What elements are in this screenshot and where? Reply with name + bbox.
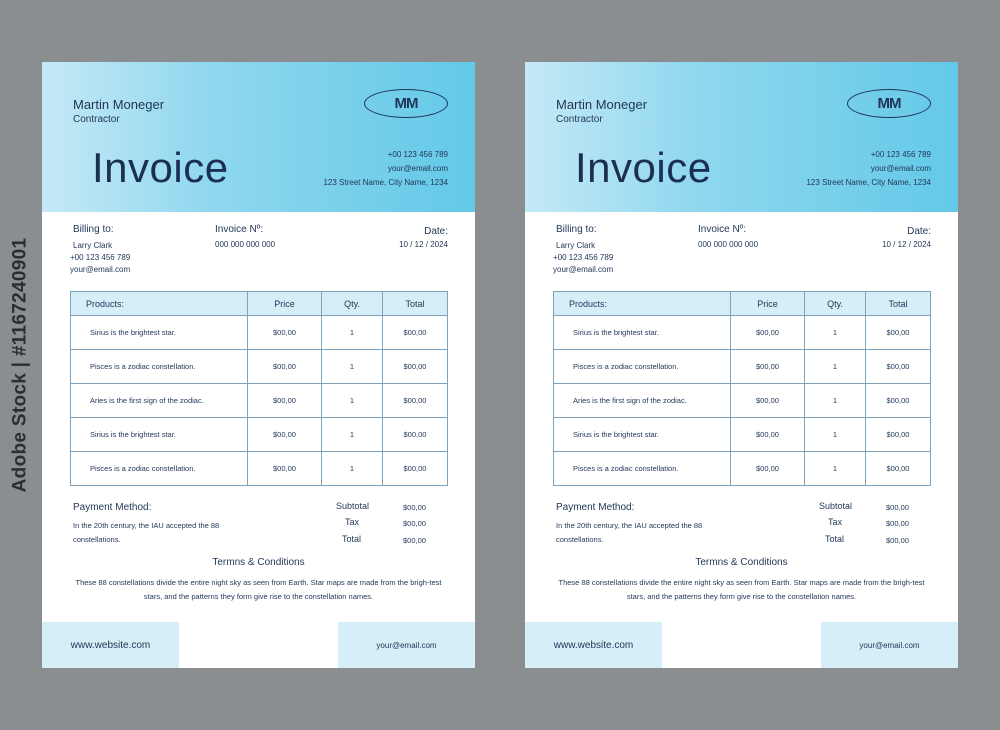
billing-phone: +00 123 456 789 — [553, 253, 614, 262]
invoice-page — [42, 62, 475, 668]
price-cell: $00,00 — [248, 452, 322, 486]
total-cell: $00,00 — [383, 316, 448, 350]
tax-label: Tax — [344, 517, 359, 527]
payment-method-label: Payment Method: — [556, 502, 635, 513]
price-cell: $00,00 — [731, 316, 805, 350]
footer-email — [821, 622, 958, 668]
terms-text: These 88 constellations divide the entire night sky as seen from Earth. Star maps are made from the brigh-test stars, and the patterns they form give rise to the constellation names. — [558, 578, 925, 601]
header-email: your@email.com — [870, 164, 931, 173]
invoice-header — [525, 62, 958, 212]
website-text: www.website.com — [70, 639, 151, 651]
date-label: Date: — [424, 226, 448, 237]
billing-email: your@email.com — [70, 265, 131, 274]
invoice-title: Invoice — [575, 144, 712, 191]
terms-text: These 88 constellations divide the entire night sky as seen from Earth. Star maps are made from the brigh-test stars, and the patterns they form give rise to the constellation names. — [75, 578, 442, 601]
column-header-qty: Qty. — [805, 292, 866, 316]
payment-method-label: Payment Method: — [73, 502, 152, 513]
table-header-row — [554, 292, 931, 316]
table-row — [71, 384, 448, 418]
total-value: $00,00 — [403, 536, 426, 545]
footer-email-text: your@email.com — [376, 640, 437, 650]
subtotal-label: Subtotal — [335, 501, 369, 511]
invoice-number-label: Invoice Nº: — [215, 224, 264, 235]
qty-cell: 1 — [322, 384, 383, 418]
date-label: Date: — [907, 226, 931, 237]
footer-website — [42, 622, 179, 668]
footer-email — [338, 622, 475, 668]
contractor-role: Contractor — [73, 114, 120, 125]
qty-cell: 1 — [322, 350, 383, 384]
qty-cell: 1 — [805, 350, 866, 384]
footer-website — [525, 622, 662, 668]
product-cell: Sirius is the brightest star. — [554, 418, 731, 452]
monogram-logo — [847, 89, 931, 118]
product-cell: Aries is the first sign of the zodiac. — [554, 384, 731, 418]
subtotal-label: Subtotal — [818, 501, 852, 511]
terms-title: Termns & Conditions — [212, 557, 305, 568]
qty-cell: 1 — [322, 316, 383, 350]
payment-note: In the 20th century, the IAU accepted the 88 constellations. — [556, 521, 703, 544]
table-row — [71, 452, 448, 486]
invoice-number: 000 000 000 000 — [698, 240, 759, 249]
qty-cell: 1 — [322, 418, 383, 452]
product-cell: Aries is the first sign of the zodiac. — [71, 384, 248, 418]
invoice-header — [42, 62, 475, 212]
column-header-price: Price — [248, 292, 322, 316]
invoice-number: 000 000 000 000 — [215, 240, 276, 249]
price-cell: $00,00 — [248, 316, 322, 350]
stock-watermark — [2, 0, 38, 730]
header-phone: +00 123 456 789 — [387, 150, 448, 159]
contractor-name: Martin Moneger — [73, 97, 165, 112]
product-cell: Sirius is the brightest star. — [71, 418, 248, 452]
payment-note: In the 20th century, the IAU accepted the 88 constellations. — [73, 521, 220, 544]
column-header-total: Total — [866, 292, 931, 316]
invoice-date: 10 / 12 / 2024 — [399, 240, 448, 249]
column-header-products: Products: — [71, 292, 248, 316]
column-header-qty: Qty. — [322, 292, 383, 316]
billing-name: Larry Clark — [73, 241, 113, 250]
tax-value: $00,00 — [403, 519, 426, 528]
price-cell: $00,00 — [731, 418, 805, 452]
column-header-total: Total — [383, 292, 448, 316]
invoice-date: 10 / 12 / 2024 — [882, 240, 931, 249]
column-header-price: Price — [731, 292, 805, 316]
header-email: your@email.com — [387, 164, 448, 173]
subtotal-value: $00,00 — [886, 503, 909, 512]
table-row — [71, 350, 448, 384]
stock-id-text: Adobe Stock | #1167240901 — [9, 237, 30, 493]
table-row — [71, 418, 448, 452]
table-header-row — [71, 292, 448, 316]
total-cell: $00,00 — [866, 452, 931, 486]
price-cell: $00,00 — [731, 384, 805, 418]
contractor-name: Martin Moneger — [556, 97, 648, 112]
table-row — [554, 452, 931, 486]
price-cell: $00,00 — [248, 418, 322, 452]
product-cell: Pisces is a zodiac constellation. — [71, 452, 248, 486]
total-cell: $00,00 — [866, 350, 931, 384]
qty-cell: 1 — [805, 316, 866, 350]
products-table — [70, 291, 448, 486]
product-cell: Pisces is a zodiac constellation. — [554, 350, 731, 384]
tax-value: $00,00 — [886, 519, 909, 528]
table-row — [554, 316, 931, 350]
column-header-products: Products: — [554, 292, 731, 316]
total-value: $00,00 — [886, 536, 909, 545]
price-cell: $00,00 — [248, 350, 322, 384]
total-cell: $00,00 — [383, 452, 448, 486]
total-cell: $00,00 — [866, 384, 931, 418]
table-row — [554, 418, 931, 452]
billing-phone: +00 123 456 789 — [70, 253, 131, 262]
header-phone: +00 123 456 789 — [870, 150, 931, 159]
contractor-role: Contractor — [556, 114, 603, 125]
total-cell: $00,00 — [383, 418, 448, 452]
qty-cell: 1 — [322, 452, 383, 486]
billing-email: your@email.com — [553, 265, 614, 274]
header-address: 123 Street Name, City Name, 1234 — [323, 178, 448, 187]
price-cell: $00,00 — [731, 452, 805, 486]
billing-name: Larry Clark — [556, 241, 596, 250]
total-label: Total — [341, 534, 361, 544]
total-cell: $00,00 — [866, 316, 931, 350]
subtotal-value: $00,00 — [403, 503, 426, 512]
product-cell: Pisces is a zodiac constellation. — [554, 452, 731, 486]
table-row — [554, 350, 931, 384]
logo-text: MM — [394, 95, 418, 112]
qty-cell: 1 — [805, 452, 866, 486]
terms-title: Termns & Conditions — [695, 557, 788, 568]
monogram-logo — [364, 89, 448, 118]
header-address: 123 Street Name, City Name, 1234 — [806, 178, 931, 187]
product-cell: Sirius is the brightest star. — [71, 316, 248, 350]
total-cell: $00,00 — [866, 418, 931, 452]
qty-cell: 1 — [805, 418, 866, 452]
invoice-page — [525, 62, 958, 668]
footer-email-text: your@email.com — [859, 640, 920, 650]
total-cell: $00,00 — [383, 384, 448, 418]
table-row — [71, 316, 448, 350]
product-cell: Sirius is the brightest star. — [554, 316, 731, 350]
price-cell: $00,00 — [731, 350, 805, 384]
table-row — [554, 384, 931, 418]
products-table — [553, 291, 931, 486]
tax-label: Tax — [827, 517, 842, 527]
billing-label: Billing to: — [556, 224, 597, 235]
billing-label: Billing to: — [73, 224, 114, 235]
invoice-number-label: Invoice Nº: — [698, 224, 747, 235]
website-text: www.website.com — [553, 639, 634, 651]
product-cell: Pisces is a zodiac constellation. — [71, 350, 248, 384]
logo-text: MM — [877, 95, 901, 112]
price-cell: $00,00 — [248, 384, 322, 418]
total-label: Total — [824, 534, 844, 544]
total-cell: $00,00 — [383, 350, 448, 384]
qty-cell: 1 — [805, 384, 866, 418]
invoice-title: Invoice — [92, 144, 229, 191]
